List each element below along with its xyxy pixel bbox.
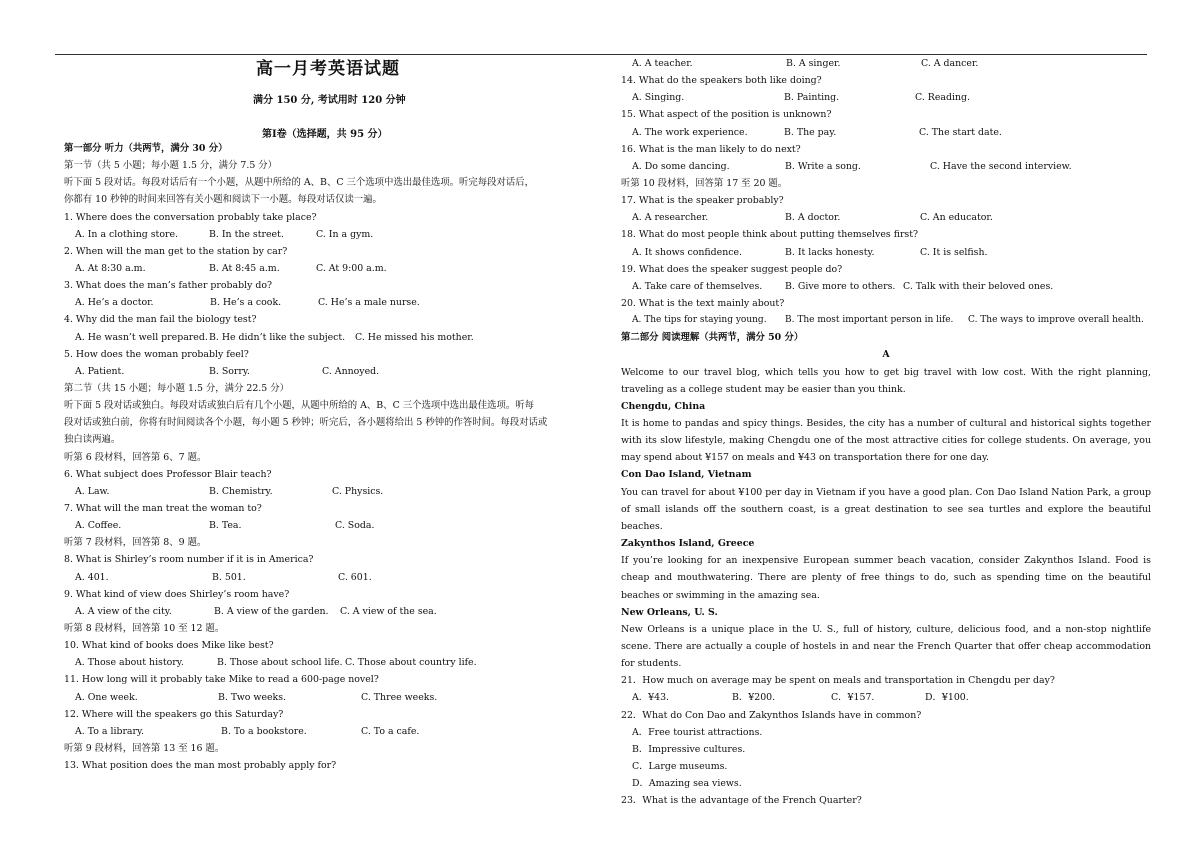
option: B. Those about school life.: [217, 657, 343, 669]
option: A. Singing.: [632, 92, 685, 104]
question: 1. Where does the conversation probably take place?: [64, 211, 317, 223]
option: A. The tips for staying young.: [632, 315, 767, 326]
option: C. The start date.: [919, 126, 1002, 138]
question: 10. What kind of books does Mike like best?: [64, 640, 274, 652]
question: 2. When will the man get to the station by car?: [64, 245, 288, 257]
option: B．¥200.: [732, 692, 776, 704]
option: A. Those about history.: [75, 657, 184, 669]
option: C. An educator.: [920, 212, 993, 224]
options-row: [621, 89, 1151, 106]
options-row: [64, 654, 596, 671]
options-row: [64, 569, 596, 586]
option: A. A researcher.: [632, 212, 709, 224]
options-row: [64, 294, 596, 311]
right-column: [621, 55, 1151, 809]
option: C. The ways to improve overall health.: [968, 315, 1144, 326]
question: 13. What position does the man most probably apply for?: [64, 760, 337, 772]
option: C. In a gym.: [316, 228, 374, 240]
option: B. To a bookstore.: [221, 725, 307, 737]
option: A. Patient.: [75, 365, 125, 377]
passage-paragraph: You can travel for about ¥100 per day in Vietnam if you have a good plan. Con Dao Island Nation Park, a group of small islands off the southern coast, is a great destination to see sea turtles and explore the beautiful beaches.: [621, 486, 1151, 532]
option: B．Impressive cultures.: [632, 743, 746, 755]
question: 6. What subject does Professor Blair teach?: [64, 468, 272, 480]
option: A. A view of the city.: [75, 605, 172, 617]
passage-paragraph: New Orleans is a unique place in the U. S., full of history, culture, delicious food, and a non-stop nightlife scene. There are actually a couple of hostels in and near the French Quarter that offer cheap accommodation for students.: [621, 623, 1151, 670]
question: 23．What is the advantage of the French Quarter?: [621, 795, 862, 807]
option: A．Free tourist attractions.: [632, 726, 763, 738]
material-note: 听第 6 段材料，回答第 6、7 题。: [64, 451, 207, 463]
part1-title: 第Ⅰ卷（选择题，共 95 分）: [262, 129, 388, 140]
passage-label: A: [882, 349, 890, 361]
instructions: 段对话或独白前，你将有时间阅读各个小题，每小题 5 秒钟；听完后，各小题将给出 5 秒钟的作答时间。每段对话或: [64, 417, 548, 429]
option: C. He’s a male nurse.: [318, 297, 420, 309]
option: A．¥43.: [632, 692, 670, 704]
option: C. Have the second interview.: [930, 160, 1072, 172]
option: D．Amazing sea views.: [632, 778, 742, 790]
question: 16. What is the man likely to do next?: [621, 143, 801, 155]
left-column: [64, 140, 596, 774]
question: 11. How long will it probably take Mike to read a 600-page novel?: [64, 674, 379, 686]
question: 21．How much on average may be spent on meals and transportation in Chengdu per day?: [621, 675, 1055, 687]
option: C. Those about country life.: [345, 657, 477, 669]
options-row: [64, 603, 596, 620]
option: B. Give more to others.: [785, 280, 896, 292]
passage-heading: Chengdu, China: [621, 400, 706, 412]
instructions: 你都有 10 秒钟的时间来回答有关小题和阅读下一小题。每段对话仅读一遍。: [64, 194, 382, 206]
option: C. Soda.: [335, 520, 375, 532]
option: A. Law.: [75, 485, 110, 497]
passage-heading: Con Dao Island, Vietnam: [621, 469, 752, 481]
option: C. He missed his mother.: [355, 331, 474, 343]
option: C．Large museums.: [632, 760, 728, 772]
option: A. At 8:30 a.m.: [75, 262, 146, 274]
option: C. Three weeks.: [361, 691, 438, 703]
option: C. 601.: [338, 571, 372, 583]
options-row: [64, 226, 596, 243]
option: C. Talk with their beloved ones.: [903, 280, 1054, 292]
section-heading: 第一部分 听力（共两节，满分 30 分）: [64, 143, 228, 154]
question: 22．What do Con Dao and Zakynthos Islands have in common?: [621, 709, 922, 721]
section-heading: 第二节（共 15 小题；每小题 1.5 分，满分 22.5 分）: [64, 382, 289, 394]
option: A. He’s a doctor.: [75, 297, 154, 309]
material-note: 听第 7 段材料，回答第 8、9 题。: [64, 537, 207, 549]
instructions: 听下面 5 段对话。每段对话后有一个小题，从题中所给的 A、B、C 三个选项中选出最佳选项。听完每段对话后，: [64, 177, 534, 189]
options-row: [621, 209, 1151, 226]
instructions: 独白读两遍。: [64, 434, 121, 446]
question: 14. What do the speakers both like doing?: [621, 75, 822, 87]
option: B. A view of the garden.: [214, 605, 329, 617]
option: A. One week.: [75, 691, 138, 703]
option: B. It lacks honesty.: [785, 246, 875, 258]
options-row: [621, 244, 1151, 261]
page-title: 高一月考英语试题: [256, 59, 400, 79]
option: B. Two weeks.: [218, 691, 287, 703]
options-row: [621, 278, 1151, 295]
option: B. The most important person in life.: [785, 315, 954, 326]
options-row: [64, 329, 596, 346]
passage-paragraph: If you’re looking for an inexpensive European summer beach vacation, consider Zakynthos Island. Food is cheap and mouthwatering. There are plenty of free things to do, such as spending time on the beautiful beaches or swimming in the amazing sea.: [621, 555, 1151, 601]
material-note: 听第 9 段材料，回答第 13 至 16 题。: [64, 742, 225, 754]
option: B. Sorry.: [209, 365, 250, 377]
options-row: [64, 260, 596, 277]
option: A. The work experience.: [632, 126, 748, 138]
option: B. Tea.: [209, 520, 242, 532]
section-heading: 第二部分 阅读理解（共两节，满分 50 分）: [621, 332, 804, 344]
option: C. Annoyed.: [322, 365, 380, 377]
material-note: 听第 8 段材料，回答第 10 至 12 题。: [64, 622, 225, 634]
question: 5. How does the woman probably feel?: [64, 348, 249, 360]
passage-heading: Zakynthos Island, Greece: [621, 538, 755, 550]
options-row: [621, 124, 1151, 141]
option: C. It is selfish.: [920, 246, 988, 258]
material-note: 听第 10 段材料，回答第 17 至 20 题。: [621, 177, 788, 189]
options-row: [64, 517, 596, 534]
option: A. Take care of themselves.: [632, 280, 763, 292]
option: C. Reading.: [915, 92, 971, 104]
options-row: [64, 363, 596, 380]
options-row: [621, 158, 1151, 175]
question: 4. Why did the man fail the biology test?: [64, 314, 257, 326]
question: 18. What do most people think about putting themselves first?: [621, 229, 919, 241]
question: 3. What does the man’s father probably do?: [64, 280, 273, 292]
option: A. Do some dancing.: [632, 160, 730, 172]
option: D．¥100.: [925, 692, 969, 704]
option: A. In a clothing store.: [75, 228, 178, 240]
section-heading: 第一节（共 5 小题；每小题 1.5 分，满分 7.5 分）: [64, 160, 278, 172]
option: A. A teacher.: [632, 58, 693, 69]
options-row: [621, 312, 1151, 329]
option: C. At 9:00 a.m.: [316, 262, 387, 274]
option: C．¥157.: [831, 692, 875, 704]
option: A. He wasn’t well prepared.: [75, 331, 208, 343]
question: 9. What kind of view does Shirley’s room have?: [64, 588, 290, 600]
question: 17. What is the speaker probably?: [621, 195, 784, 207]
exam-subtitle: 满分 150 分, 考试用时 120 分钟: [253, 95, 406, 106]
question: 20. What is the text mainly about?: [621, 297, 785, 309]
option: A. It shows confidence.: [632, 246, 743, 258]
options-row: [64, 483, 596, 500]
option: A. Coffee.: [75, 520, 122, 532]
option: C. To a cafe.: [361, 725, 420, 737]
passage-paragraph: It is home to pandas and spicy things. Besides, the city has a number of cultural and historical sights together with its slow lifestyle, making Chengdu one of the most attractive cities for college students. On average, you may spend about ¥157 on meals and ¥43 on transportation there for one day.: [621, 417, 1151, 464]
question: 15. What aspect of the position is unknown?: [621, 109, 832, 121]
option: B. Painting.: [784, 92, 840, 104]
option: B. 501.: [212, 571, 246, 583]
options-row: [621, 55, 1151, 72]
option: B. At 8:45 a.m.: [209, 262, 280, 274]
option: B. In the street.: [209, 228, 284, 240]
question: 19. What does the speaker suggest people do?: [621, 263, 843, 275]
option: B. He didn’t like the subject.: [209, 331, 346, 343]
option: C. A dancer.: [921, 58, 979, 69]
options-row: [64, 689, 596, 706]
option: A. 401.: [75, 571, 109, 583]
question: 12. Where will the speakers go this Saturday?: [64, 708, 284, 720]
options-row: [64, 723, 596, 740]
option: B. A singer.: [786, 58, 841, 69]
option: B. He’s a cook.: [210, 297, 282, 309]
question: 8. What is Shirley’s room number if it is in America?: [64, 554, 314, 566]
passage-heading: New Orleans, U. S.: [621, 606, 718, 618]
option: B. A doctor.: [785, 212, 841, 224]
option: B. Chemistry.: [209, 485, 273, 497]
option: C. A view of the sea.: [340, 605, 437, 617]
question: 7. What will the man treat the woman to?: [64, 502, 262, 514]
instructions: 听下面 5 段对话或独白。每段对话或独白后有几个小题，从题中所给的 A、B、C 三个选项中选出最佳选项。听每: [64, 400, 534, 412]
option: B. Write a song.: [785, 160, 861, 172]
option: A. To a library.: [75, 725, 145, 737]
option: C. Physics.: [332, 485, 384, 497]
passage-paragraph: Welcome to our travel blog, which tells you how to get big travel with low cost. With the right planning, traveling as a college student may be easier than you think.: [621, 366, 1151, 395]
option: B. The pay.: [784, 126, 837, 138]
options-row: [621, 689, 1151, 706]
